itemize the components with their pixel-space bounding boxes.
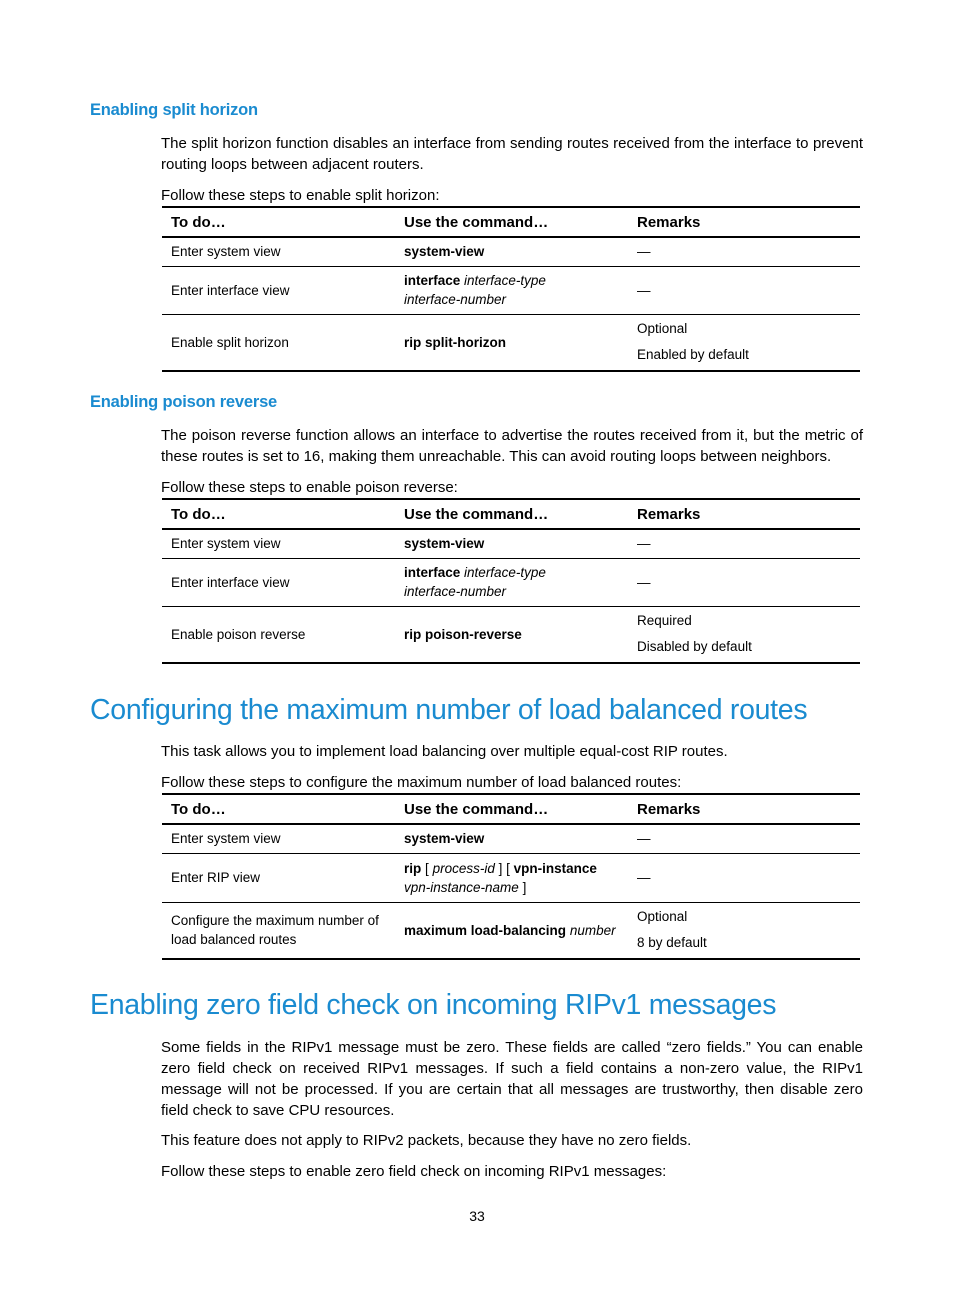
heading-split-horizon: Enabling split horizon (90, 101, 258, 119)
table-row (162, 558, 860, 606)
load-balancing-description: This task allows you to implement load balancing over multiple equal-cost RIP routes. (161, 743, 728, 760)
remarks-cell: — (628, 558, 860, 606)
remarks-cell (628, 314, 860, 371)
table-row (162, 314, 860, 371)
page-number: 33 (469, 1208, 485, 1224)
command-argument: interface-type (464, 273, 546, 288)
remarks-cell: — (628, 266, 860, 314)
command-cell (395, 314, 628, 371)
table-header-row (162, 794, 860, 824)
split-horizon-table (162, 206, 860, 372)
header-todo: To do… (162, 794, 395, 824)
remark-line: Disabled by default (637, 639, 752, 655)
remark-line: Optional (637, 909, 688, 925)
command-argument: number (569, 922, 616, 938)
split-horizon-follow: Follow these steps to enable split horizon: (161, 187, 440, 204)
todo-cell: Configure the maximum number of load balanced routes (162, 902, 395, 959)
header-command: Use the command… (395, 499, 628, 529)
remarks-cell: — (628, 853, 860, 902)
command-keyword: interface (404, 273, 461, 288)
remark-line: Enabled by default (637, 347, 749, 363)
command-bracket: [ (425, 860, 429, 876)
table-row (162, 529, 860, 558)
table-row (162, 606, 860, 663)
heading-zero-field-check: Enabling zero field check on incoming RIPv1 messages (90, 989, 777, 1021)
command-keyword: rip poison-reverse (404, 626, 522, 642)
command-argument: vpn-instance-name (404, 879, 519, 895)
header-todo: To do… (162, 207, 395, 237)
zero-field-note: This feature does not apply to RIPv2 packets, because they have no zero fields. (161, 1132, 692, 1149)
command-cell (395, 237, 628, 266)
command-keyword: rip (404, 860, 422, 876)
remarks-cell (628, 902, 860, 959)
poison-reverse-description: The poison reverse function allows an interface to advertise the routes received from it, but the metric of these routes is set to 16, making them unreachable. This can avoid routing loops between neighbors. (161, 427, 863, 465)
command-cell (395, 266, 628, 314)
split-horizon-description: The split horizon function disables an interface from sending routes received from the interface to prevent routing loops between adjacent routers. (161, 135, 863, 173)
header-command: Use the command… (395, 207, 628, 237)
remark-line: 8 by default (637, 935, 707, 951)
header-remarks: Remarks (628, 794, 860, 824)
header-command: Use the command… (395, 794, 628, 824)
command-cell (395, 606, 628, 663)
remarks-cell: — (628, 237, 860, 266)
table-row (162, 853, 860, 902)
command-keyword: system-view (404, 831, 485, 847)
command-bracket: ] [ (498, 860, 510, 876)
heading-load-balancing: Configuring the maximum number of load balanced routes (90, 694, 808, 726)
command-keyword: maximum load-balancing (404, 922, 567, 938)
remarks-cell (628, 606, 860, 663)
command-cell (395, 529, 628, 558)
command-bracket: ] (522, 879, 527, 895)
command-argument: interface-type (464, 565, 546, 580)
remark-line: Required (637, 613, 692, 629)
command-cell (395, 902, 628, 959)
command-cell (395, 853, 628, 902)
header-remarks: Remarks (628, 499, 860, 529)
zero-field-paragraph: Some fields in the RIPv1 message must be zero. These fields are called “zero fields.” You can enable zero field check on received RIPv1 messages. If such a field contains a non-zero value, the RIPv1 message will not be processed. If you are certain that all messages are trustworthy, then disable zero field check to save CPU resources. (161, 1039, 863, 1119)
command-argument: interface-number (404, 292, 507, 307)
remarks-cell: — (628, 529, 860, 558)
command-argument: interface-number (404, 584, 507, 599)
table-row (162, 824, 860, 853)
remark-line: Optional (637, 321, 688, 337)
todo-cell: Enter RIP view (162, 853, 395, 902)
todo-cell: Enter interface view (162, 266, 395, 314)
table-row (162, 237, 860, 266)
todo-cell: Enter system view (162, 237, 395, 266)
todo-cell: Enter interface view (162, 558, 395, 606)
poison-reverse-table (162, 498, 860, 664)
table-header-row (162, 207, 860, 237)
header-todo: To do… (162, 499, 395, 529)
heading-poison-reverse: Enabling poison reverse (90, 393, 278, 411)
command-cell (395, 824, 628, 853)
load-balancing-follow: Follow these steps to configure the maximum number of load balanced routes: (161, 774, 682, 791)
command-keyword: system-view (404, 244, 485, 260)
todo-cell: Enter system view (162, 824, 395, 853)
command-keyword: interface (404, 565, 461, 580)
command-argument: process-id (432, 860, 495, 876)
todo-cell: Enable split horizon (162, 314, 395, 371)
command-keyword: vpn-instance (513, 860, 597, 876)
command-keyword: system-view (404, 536, 485, 552)
zero-field-follow: Follow these steps to enable zero field check on incoming RIPv1 messages: (161, 1163, 667, 1180)
table-header-row (162, 499, 860, 529)
command-cell (395, 558, 628, 606)
remarks-cell: — (628, 824, 860, 853)
poison-reverse-follow: Follow these steps to enable poison reverse: (161, 479, 458, 496)
load-balancing-table (162, 793, 860, 960)
command-keyword: rip split-horizon (404, 334, 506, 350)
todo-cell: Enter system view (162, 529, 395, 558)
todo-cell: Enable poison reverse (162, 606, 395, 663)
header-remarks: Remarks (628, 207, 860, 237)
table-row (162, 902, 860, 959)
table-row (162, 266, 860, 314)
